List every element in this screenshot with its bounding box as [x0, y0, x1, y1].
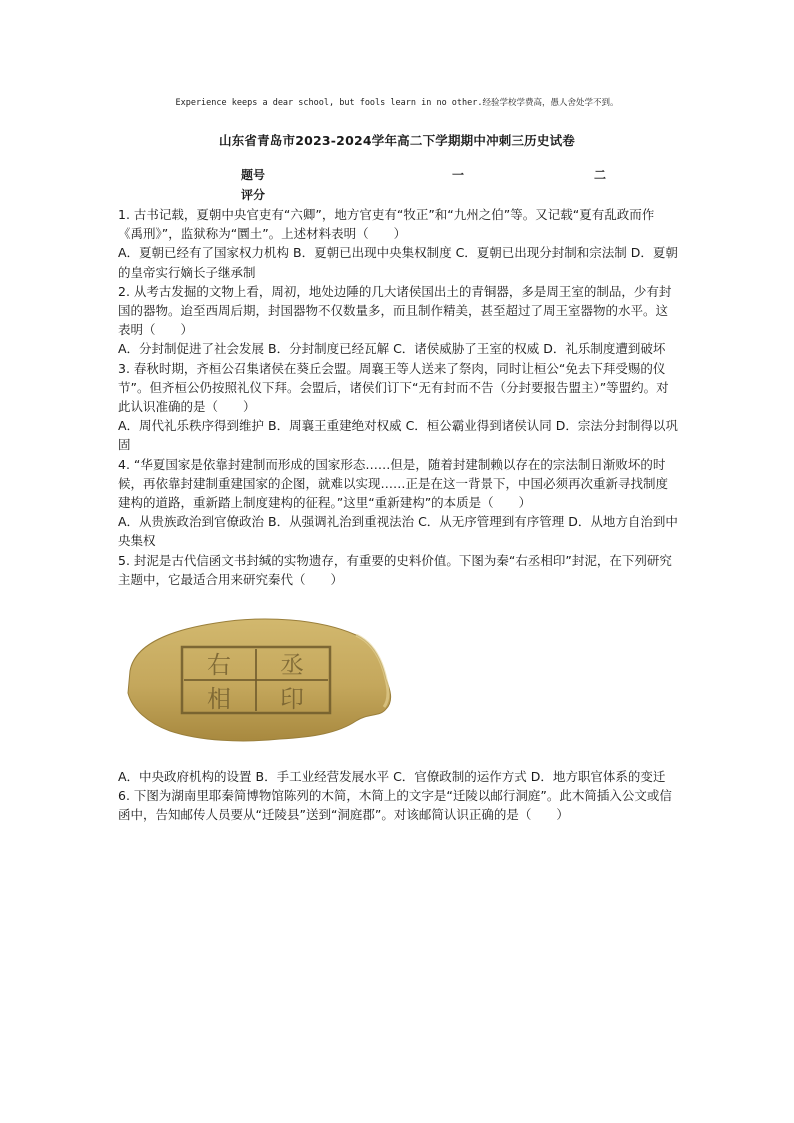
question-1-stem: 1. 古书记载，夏朝中央官吏有“六卿”，地方官吏有“牧正”和“九州之伯”等。又记载“夏有乱政而作《禹刑》”，监狱称为“圜土”。上述材料表明（ ） — [118, 207, 655, 242]
score-table-col-1: 一 — [452, 168, 465, 182]
question-1-options: A．夏朝已经有了国家权力机构 B．夏朝已出现中央集权制度 C．夏朝已出现分封制和宗法制 D．夏朝的皇帝实行嫡长子继承制 — [118, 245, 678, 280]
seal-char-2: 丞 — [280, 651, 304, 680]
question-3-options: A．周代礼乐秩序得到维护 B．周襄王重建绝对权威 C．桓公霸业得到诸侯认同 D．宗法分封制得以巩固 — [118, 418, 678, 453]
question-list — [118, 205, 678, 825]
question-2-options: A．分封制促进了社会发展 B．分封制度已经瓦解 C．诸侯威胁了王室的权威 D．礼乐制度遭到破坏 — [118, 341, 666, 357]
question-4-options: A．从贵族政治到官僚政治 B．从强调礼治到重视法治 C．从无序管理到有序管理 D．从地方自治到中央集权 — [118, 514, 678, 549]
question-4-stem: 4. “华夏国家是依靠封建制而形成的国家形态……但是，随着封建制赖以存在的宗法制日渐败坏的时候，再依靠封建制重建国家的企图，就难以实现……正是在这一背景下，中国必须再次重新寻找制度建构的道路，重新踏上制度建构的征程。”这里“重新建构”的本质是（ ） — [118, 456, 669, 511]
score-table-col-2: 二 — [594, 168, 607, 182]
question-3-stem: 3. 春秋时期，齐桓公召集诸侯在葵丘会盟。周襄王等人送来了祭肉，同时让桓公“免去下拜受赐的仪节”。但齐桓公仍按照礼仪下拜。会盟后，诸侯们订下“无有封而不告（分封要报告盟主）”等盟约。对此认识准确的是（ ） — [118, 360, 669, 415]
seal-char-4: 印 — [280, 685, 304, 714]
seal-clay-image — [124, 609, 396, 745]
question-5-options: A．中央政府机构的设置 B．手工业经营发展水平 C．官僚政制的运作方式 D．地方职官体系的变迁 — [118, 769, 666, 785]
seal-char-3: 相 — [207, 685, 231, 714]
seal-char-1: 右 — [207, 651, 231, 680]
question-6-stem: 6. 下图为湖南里耶秦简博物馆陈列的木简，木简上的文字是“迁陵以邮行洞庭”。此木简插入公文或信函中，告知邮传人员要从“迁陵县”送到“洞庭郡”。对该邮简认识正确的是（ ） — [118, 788, 672, 823]
question-2-stem: 2. 从考古发掘的文物上看，周初，地处边陲的几大诸侯国出土的青铜器，多是周王室的制品，少有封国的器物。迨至西周后期，封国器物不仅数量多，而且制作精美，甚至超过了周王室器物的水平。这表明（ ） — [118, 283, 672, 338]
score-table-col-label: 题号 — [241, 168, 266, 182]
question-5-stem: 5. 封泥是古代信函文书封缄的实物遗存，有重要的史料价值。下图为秦“右丞相印”封泥，在下列研究主题中，它最适合用来研究秦代（ ） — [118, 552, 672, 587]
score-table-row-label: 评分 — [241, 188, 266, 202]
page-title: 山东省青岛市2023-2024学年高二下学期期中冲刺三历史试卷 — [219, 133, 575, 148]
header-motto: Experience keeps a dear school, but fools learn in no other.经验学校学费高，愚人舍处学不到。 — [175, 98, 619, 108]
